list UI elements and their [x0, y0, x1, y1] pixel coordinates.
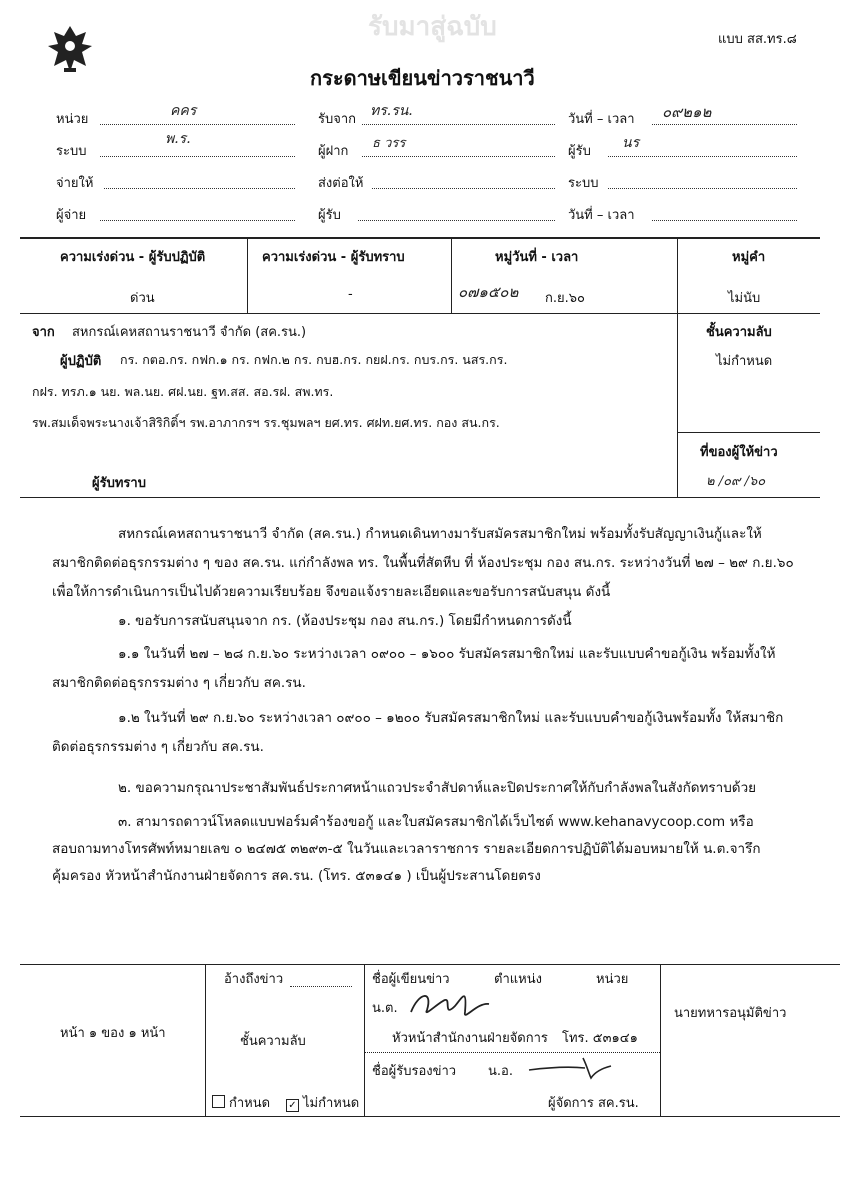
col2-header: ความเร่งด่วน - ผู้รับทราบ	[262, 250, 405, 265]
col4-header: หมู่คำ	[732, 250, 766, 265]
writer-signature	[405, 982, 495, 1026]
from-row-value: สหกรณ์เคหสถานราชนาวี จำกัด (สค.รน.)	[72, 325, 307, 340]
ref-label: ที่ของผู้ให้ข่าว	[700, 445, 778, 460]
page-title: กระดาษเขียนข่าวราชนาวี	[310, 66, 535, 90]
classification-label: ชั้นความลับ	[706, 325, 772, 340]
from-row-label: จาก	[32, 325, 55, 340]
form-code: แบบ สส.ทร.๘	[718, 32, 797, 47]
col1-value: ด่วน	[130, 291, 155, 306]
classification-value: ไม่กำหนด	[716, 354, 773, 369]
ref-news-field[interactable]	[290, 972, 352, 987]
payer-field[interactable]	[100, 206, 295, 221]
col4-value: ไม่นับ	[728, 291, 761, 306]
action-line-3: รพ.สมเด็จพระนางเจ้าสิริกิติ์ฯ รพ.อาภากรฯ รร.ชุมพลฯ ยศ.ทร. ศฝท.ยศ.ทร. กอง สน.กร.	[32, 415, 500, 430]
option-fixed[interactable]: กำหนด	[212, 1092, 270, 1113]
ref-value: ๒ /๐๙ /๖๐	[706, 474, 766, 489]
payer-label: ผู้จ่าย	[56, 208, 87, 223]
approver-rank: น.อ.	[488, 1064, 513, 1079]
faint-stamp: รับมาสู่ฉบับ	[368, 12, 497, 42]
garuda-emblem-icon	[46, 22, 94, 76]
col3-value: ๐๗๑๕๐๒	[458, 283, 519, 301]
info-label: ผู้รับทราบ	[92, 476, 146, 491]
position-label: ตำแหน่ง	[494, 972, 542, 987]
forward-label: ส่งต่อให้	[318, 176, 364, 191]
unit-value: คคร	[170, 103, 197, 119]
approver-label: ชื่อผู้รับรองข่าว	[372, 1064, 457, 1079]
receiver2-label: ผู้รับ	[318, 208, 341, 223]
unit-field[interactable]	[100, 110, 295, 125]
page-number: หน้า ๑ ของ ๑ หน้า	[60, 1026, 166, 1041]
system-value: พ.ร.	[165, 131, 191, 147]
col3-month: ก.ย.๖๐	[545, 291, 585, 306]
col1-header: ความเร่งด่วน - ผู้รับปฏิบัติ	[60, 250, 206, 265]
datetime2-field[interactable]	[652, 206, 797, 221]
sender-label: ผู้ฝาก	[318, 144, 349, 159]
datetime-value: ๐๙๒๑๒	[662, 103, 712, 121]
action-line-1: กร. กตอ.กร. กฟก.๑ กร. กฟก.๒ กร. กบฮ.กร. กยฝ.กร. กบร.กร. นสร.กร.	[120, 352, 508, 367]
dispatch-field[interactable]	[104, 174, 295, 189]
writer-position: หัวหน้าสำนักงานฝ่ายจัดการ	[392, 1031, 548, 1046]
checkbox-fixed[interactable]	[212, 1095, 225, 1108]
item-1: ๑. ขอรับการสนับสนุนจาก กร. (ห้องประชุม กอง สน.กร.) โดยมีกำหนดการดังนี้	[118, 613, 572, 629]
item-1-1: ๑.๑ ในวันที่ ๒๗ – ๒๘ ก.ย.๖๐ ระหว่างเวลา ๐๙๐๐ – ๑๖๐๐ รับสมัครสมาชิกใหม่ และรับแบบคำขอกู้เงิน พร้อมทั้งให้สมาชิกติดต่อธุรกรรมต่าง ๆ เกี่ยวกับ สค.รน.	[52, 646, 776, 691]
datetime2-label: วันที่ – เวลา	[568, 208, 635, 223]
approving-officer-label: นายทหารอนุมัติข่าว	[674, 1006, 787, 1021]
datetime-label: วันที่ – เวลา	[568, 112, 635, 127]
paragraph-intro: สหกรณ์เคหสถานราชนาวี จำกัด (สค.รน.) กำหนดเดินทางมารับสมัครสมาชิกใหม่ พร้อมทั้งรับสัญญาเงินกู้และให้สมาชิกติดต่อธุรกรรมต่าง ๆ ของ สค.รน. แก่กำลังพล ทร. ในพื้นที่สัตหีบ ที่ ห้องประชุม กอง สน.กร. ระหว่างวันที่ ๒๗ – ๒๙ ก.ย.๖๐ เพื่อให้การดำเนินการเป็นไปด้วยความเรียบร้อย จึงขอแจ้งรายละเอียดและขอรับการสนับสนุน ดังนี้	[52, 526, 794, 600]
col3-header: หมู่วันที่ - เวลา	[495, 250, 579, 265]
dispatch-label: จ่ายให้	[56, 176, 94, 191]
col2-value: -	[348, 287, 353, 302]
writer-phone: โทร. ๕๓๑๔๑	[562, 1031, 638, 1046]
system-label: ระบบ	[56, 144, 87, 159]
sender-value: ธ วรร	[372, 136, 406, 151]
ref-news-label: อ้างถึงข่าว	[224, 972, 284, 987]
forward-field[interactable]	[372, 174, 555, 189]
from-label: รับจาก	[318, 112, 357, 127]
action-line-2: กฝร. ทรภ.๑ นย. พล.นย. ศฝ.นย. ฐท.สส. สอ.รฝ. สพ.ทร.	[32, 384, 334, 399]
unit-label: หน่วย	[56, 112, 89, 127]
approver-position: ผู้จัดการ สค.รน.	[548, 1096, 639, 1111]
receiver-value: นร	[622, 135, 640, 151]
from-value: ทร.รน.	[370, 103, 413, 119]
approver-signature	[525, 1052, 615, 1082]
writer-rank: น.ต.	[372, 1001, 398, 1016]
footer-unit-label: หน่วย	[596, 972, 629, 987]
system2-field[interactable]	[608, 174, 797, 189]
item-3: ๓. สามารถดาวน์โหลดแบบฟอร์มคำร้องขอกู้ และใบสมัครสมาชิกได้เว็บไซต์ www.kehanavycoop.com หรือ สอบถามทางโทรศัพท์หมายเลข ๐ ๒๔๗๕ ๓๒๙๓-๕ ในวันและเวลาราชการ รายละเอียดการปฏิบัติได้มอบหมายให้ น.ต.จารึก คุ้มครอง หัวหน้าสำนักงานฝ่ายจัดการ สค.รน. (โทร. ๕๓๑๔๑ ) เป็นผู้ประสานโดยตรง	[52, 814, 761, 884]
option-none[interactable]: ✓ ไม่กำหนด	[286, 1092, 359, 1113]
item-2: ๒. ขอความกรุณาประชาสัมพันธ์ประกาศหน้าแถวประจำสัปดาห์และปิดประกาศให้กับกำลังพลในสังกัดทราบด้วย	[118, 780, 757, 796]
item-1-2: ๑.๒ ในวันที่ ๒๙ ก.ย.๖๐ ระหว่างเวลา ๐๙๐๐ – ๑๒๐๐ รับสมัครสมาชิกใหม่ และรับแบบคำขอกู้เงินพร้อมทั้ง ให้สมาชิกติดต่อธุรกรรมต่าง ๆ เกี่ยวกับ สค.รน.	[52, 710, 784, 755]
checkbox-none-checked[interactable]: ✓	[286, 1099, 299, 1112]
footer-class-label: ชั้นความลับ	[240, 1034, 306, 1049]
receiver2-field[interactable]	[358, 206, 555, 221]
receiver-label: ผู้รับ	[568, 144, 591, 159]
message-body	[52, 520, 797, 890]
writer-label: ชื่อผู้เขียนข่าว	[372, 972, 450, 987]
action-label: ผู้ปฏิบัติ	[60, 354, 102, 369]
system2-label: ระบบ	[568, 176, 599, 191]
system-field[interactable]	[100, 142, 295, 157]
